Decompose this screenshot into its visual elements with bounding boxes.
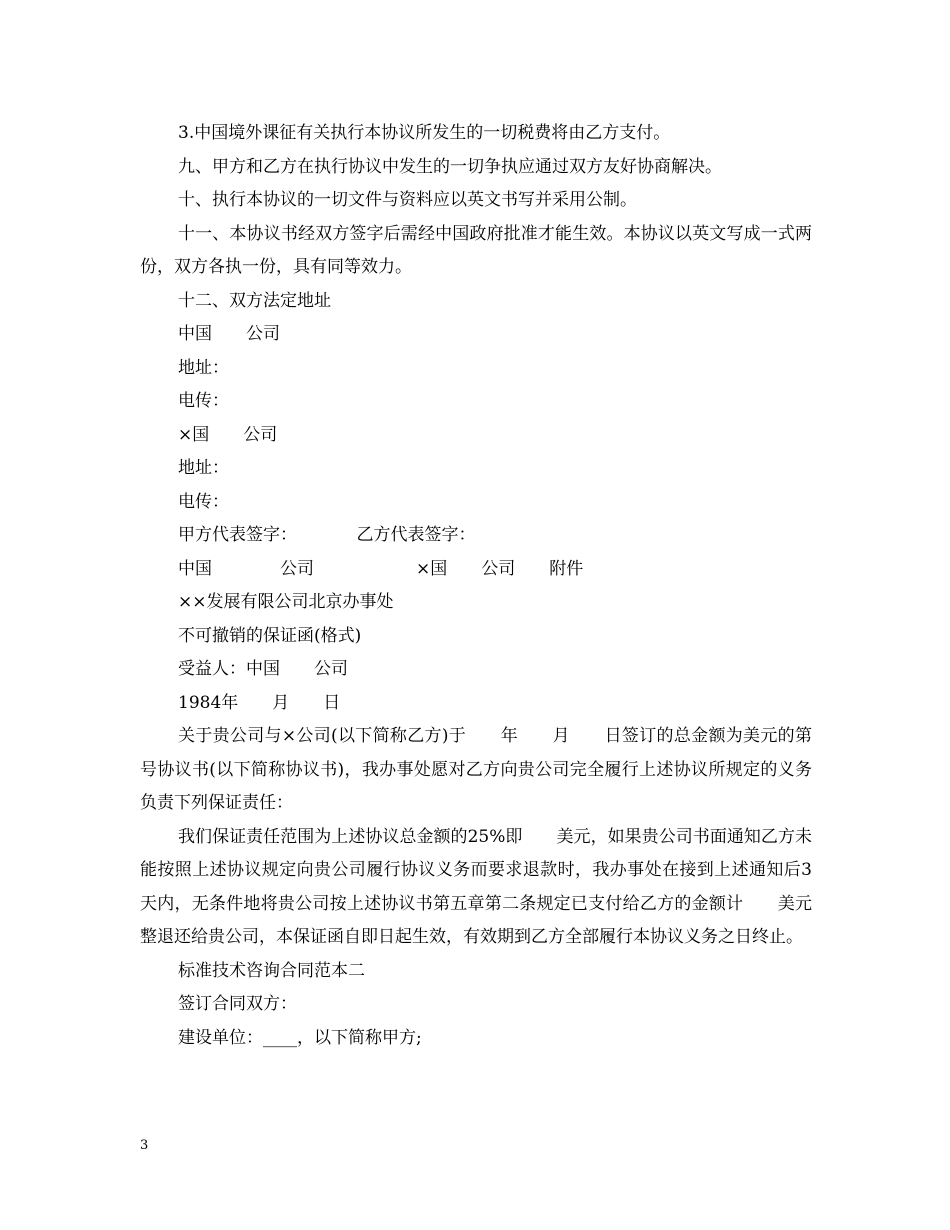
party-a-address: 地址：	[178, 357, 229, 378]
construction-unit-line: 建设单位：____，以下简称甲方;	[178, 1027, 422, 1048]
office-name: ××发展有限公司北京办事处	[178, 592, 394, 612]
party-a-telex: 电传：	[178, 391, 229, 411]
paragraph-clause-11: 十一、本协议书经双方签字后需经中国政府批准才能生效。本协议以英文写成一式两份，双方各执一份，具有同等效力。	[140, 223, 812, 277]
document-body	[140, 117, 846, 1055]
contract-template-heading: 标准技术咨询合同范本二	[178, 960, 365, 981]
paragraph-clause-9: 九、甲方和乙方在执行协议中发生的一切争执应通过双方友好协商解决。	[178, 156, 722, 177]
beneficiary-line: 受益人：中国 公司	[178, 659, 348, 679]
party-b-telex: 电传：	[178, 491, 229, 512]
guarantee-scope-paragraph: 我们保证责任范围为上述协议总金额的25%即 美元，如果贵公司书面通知乙方未能按照上述协议规定向贵公司履行协议义务而要求退款时，我办事处在接到上述通知后3天内，无条件地将贵公司按上述协议书第五章第二条规定已支付给乙方的金额计 美元整退还给贵公司，本保证函自即日起生效，有效期到乙方全部履行本协议义务之日终止。	[140, 826, 812, 947]
guarantee-intro-paragraph: 关于贵公司与×公司(以下简称乙方)于 年 月 日签订的总金额为美元的第 号协议书(以下简称协议书)，我办事处愿对乙方向贵公司完全履行上述协议所规定的义务负责下列保证责任：	[140, 726, 846, 813]
guarantee-title: 不可撤销的保证函(格式)	[178, 625, 362, 646]
paragraph-clause-10: 十、执行本协议的一切文件与资料应以英文书写并采用公制。	[178, 190, 637, 210]
party-b-address: 地址：	[178, 458, 229, 478]
contract-parties-heading: 签订合同双方：	[178, 994, 297, 1014]
signature-companies-line: 中国 公司 ×国 公司 附件	[178, 558, 584, 579]
page-number: 3	[140, 1138, 149, 1153]
party-b-company: ×国 公司	[178, 424, 278, 445]
date-line: 1984年 月 日	[178, 692, 341, 713]
paragraph-tax-clause: 3.中国境外课征有关执行本协议所发生的一切税费将由乙方支付。	[178, 123, 671, 143]
signature-line: 甲方代表签字： 乙方代表签字：	[178, 525, 476, 545]
party-a-company: 中国 公司	[178, 324, 280, 344]
paragraph-clause-12-heading: 十二、双方法定地址	[178, 290, 331, 311]
